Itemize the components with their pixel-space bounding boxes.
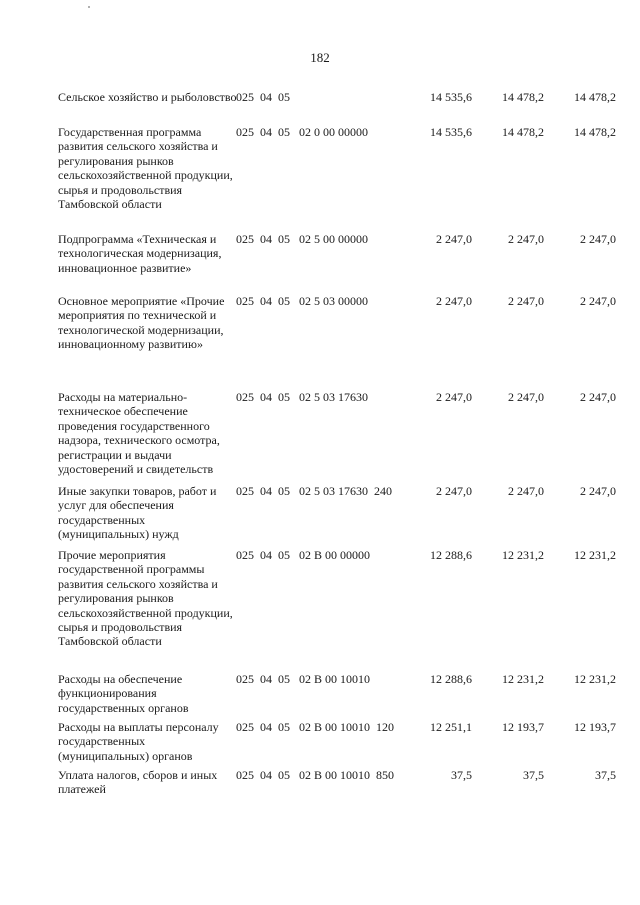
row-code: 025 04 05 02 В 00 10010 <box>236 672 371 686</box>
row-value-3: 12 231,2 <box>574 548 616 562</box>
row-name: Основное мероприятие «Прочие мероприятия по технической и технологической модернизации, инновационному развитию» <box>58 294 225 352</box>
row-value-3: 12 193,7 <box>574 720 616 734</box>
row-name: Расходы на обеспечение функционирования государственных органов <box>58 672 189 715</box>
row-value-3: 2 247,0 <box>580 390 616 404</box>
row-value-2: 2 247,0 <box>508 390 544 404</box>
scan-speck <box>88 6 90 8</box>
row-value-2: 2 247,0 <box>508 484 544 498</box>
row-value-1: 12 288,6 <box>430 672 472 686</box>
row-name: Сельское хозяйство и рыболовство <box>58 90 237 104</box>
row-value-3: 2 247,0 <box>580 294 616 308</box>
row-value-3: 37,5 <box>595 768 616 782</box>
row-name: Расходы на выплаты персоналу государственных (муниципальных) органов <box>58 720 219 763</box>
row-value-2: 12 193,7 <box>502 720 544 734</box>
row-value-2: 12 231,2 <box>502 672 544 686</box>
row-value-2: 14 478,2 <box>502 90 544 104</box>
row-name: Иные закупки товаров, работ и услуг для обеспечения государственных (муниципальных) нужд <box>58 484 217 542</box>
row-value-3: 14 478,2 <box>574 90 616 104</box>
row-value-1: 2 247,0 <box>436 484 472 498</box>
row-name: Государственная программа развития сельского хозяйства и регулирования рынков сельскохозяйственной продукции, сырья и продовольствия Тамбовской области <box>58 125 233 212</box>
row-code: 025 04 05 02 5 03 17630 <box>236 390 368 404</box>
row-code: 025 04 05 02 5 03 17630 240 <box>236 484 392 498</box>
row-name: Уплата налогов, сборов и иных платежей <box>58 768 218 797</box>
row-value-1: 2 247,0 <box>436 390 472 404</box>
row-value-1: 14 535,6 <box>430 125 472 139</box>
row-value-2: 12 231,2 <box>502 548 544 562</box>
row-code: 025 04 05 <box>236 90 290 104</box>
row-value-3: 12 231,2 <box>574 672 616 686</box>
row-name: Прочие мероприятия государственной программы развития сельского хозяйства и регулирования рынков сельскохозяйственной продукции, сырья и продовольствия Тамбовской области <box>58 548 233 649</box>
row-value-1: 2 247,0 <box>436 232 472 246</box>
row-value-1: 12 288,6 <box>430 548 472 562</box>
row-value-3: 14 478,2 <box>574 125 616 139</box>
row-code: 025 04 05 02 0 00 00000 <box>236 125 368 139</box>
row-value-2: 2 247,0 <box>508 294 544 308</box>
row-code: 025 04 05 02 В 00 10010 120 <box>236 720 395 734</box>
row-value-1: 37,5 <box>451 768 472 782</box>
page-number: 182 <box>310 50 330 65</box>
row-name: Расходы на материально-техническое обеспечение проведения государственного надзора, технического осмотра, регистрации и выдачи удостоверений и свидетельств <box>58 390 220 477</box>
row-code: 025 04 05 02 В 00 10010 850 <box>236 768 395 782</box>
row-value-2: 14 478,2 <box>502 125 544 139</box>
row-value-2: 37,5 <box>523 768 544 782</box>
row-code: 025 04 05 02 5 03 00000 <box>236 294 368 308</box>
row-value-1: 14 535,6 <box>430 90 472 104</box>
row-value-1: 2 247,0 <box>436 294 472 308</box>
row-value-3: 2 247,0 <box>580 232 616 246</box>
row-code: 025 04 05 02 В 00 00000 <box>236 548 371 562</box>
row-value-3: 2 247,0 <box>580 484 616 498</box>
row-value-2: 2 247,0 <box>508 232 544 246</box>
row-code: 025 04 05 02 5 00 00000 <box>236 232 368 246</box>
row-name: Подпрограмма «Техническая и технологическая модернизация, инновационное развитие» <box>58 232 222 275</box>
row-value-1: 12 251,1 <box>430 720 472 734</box>
